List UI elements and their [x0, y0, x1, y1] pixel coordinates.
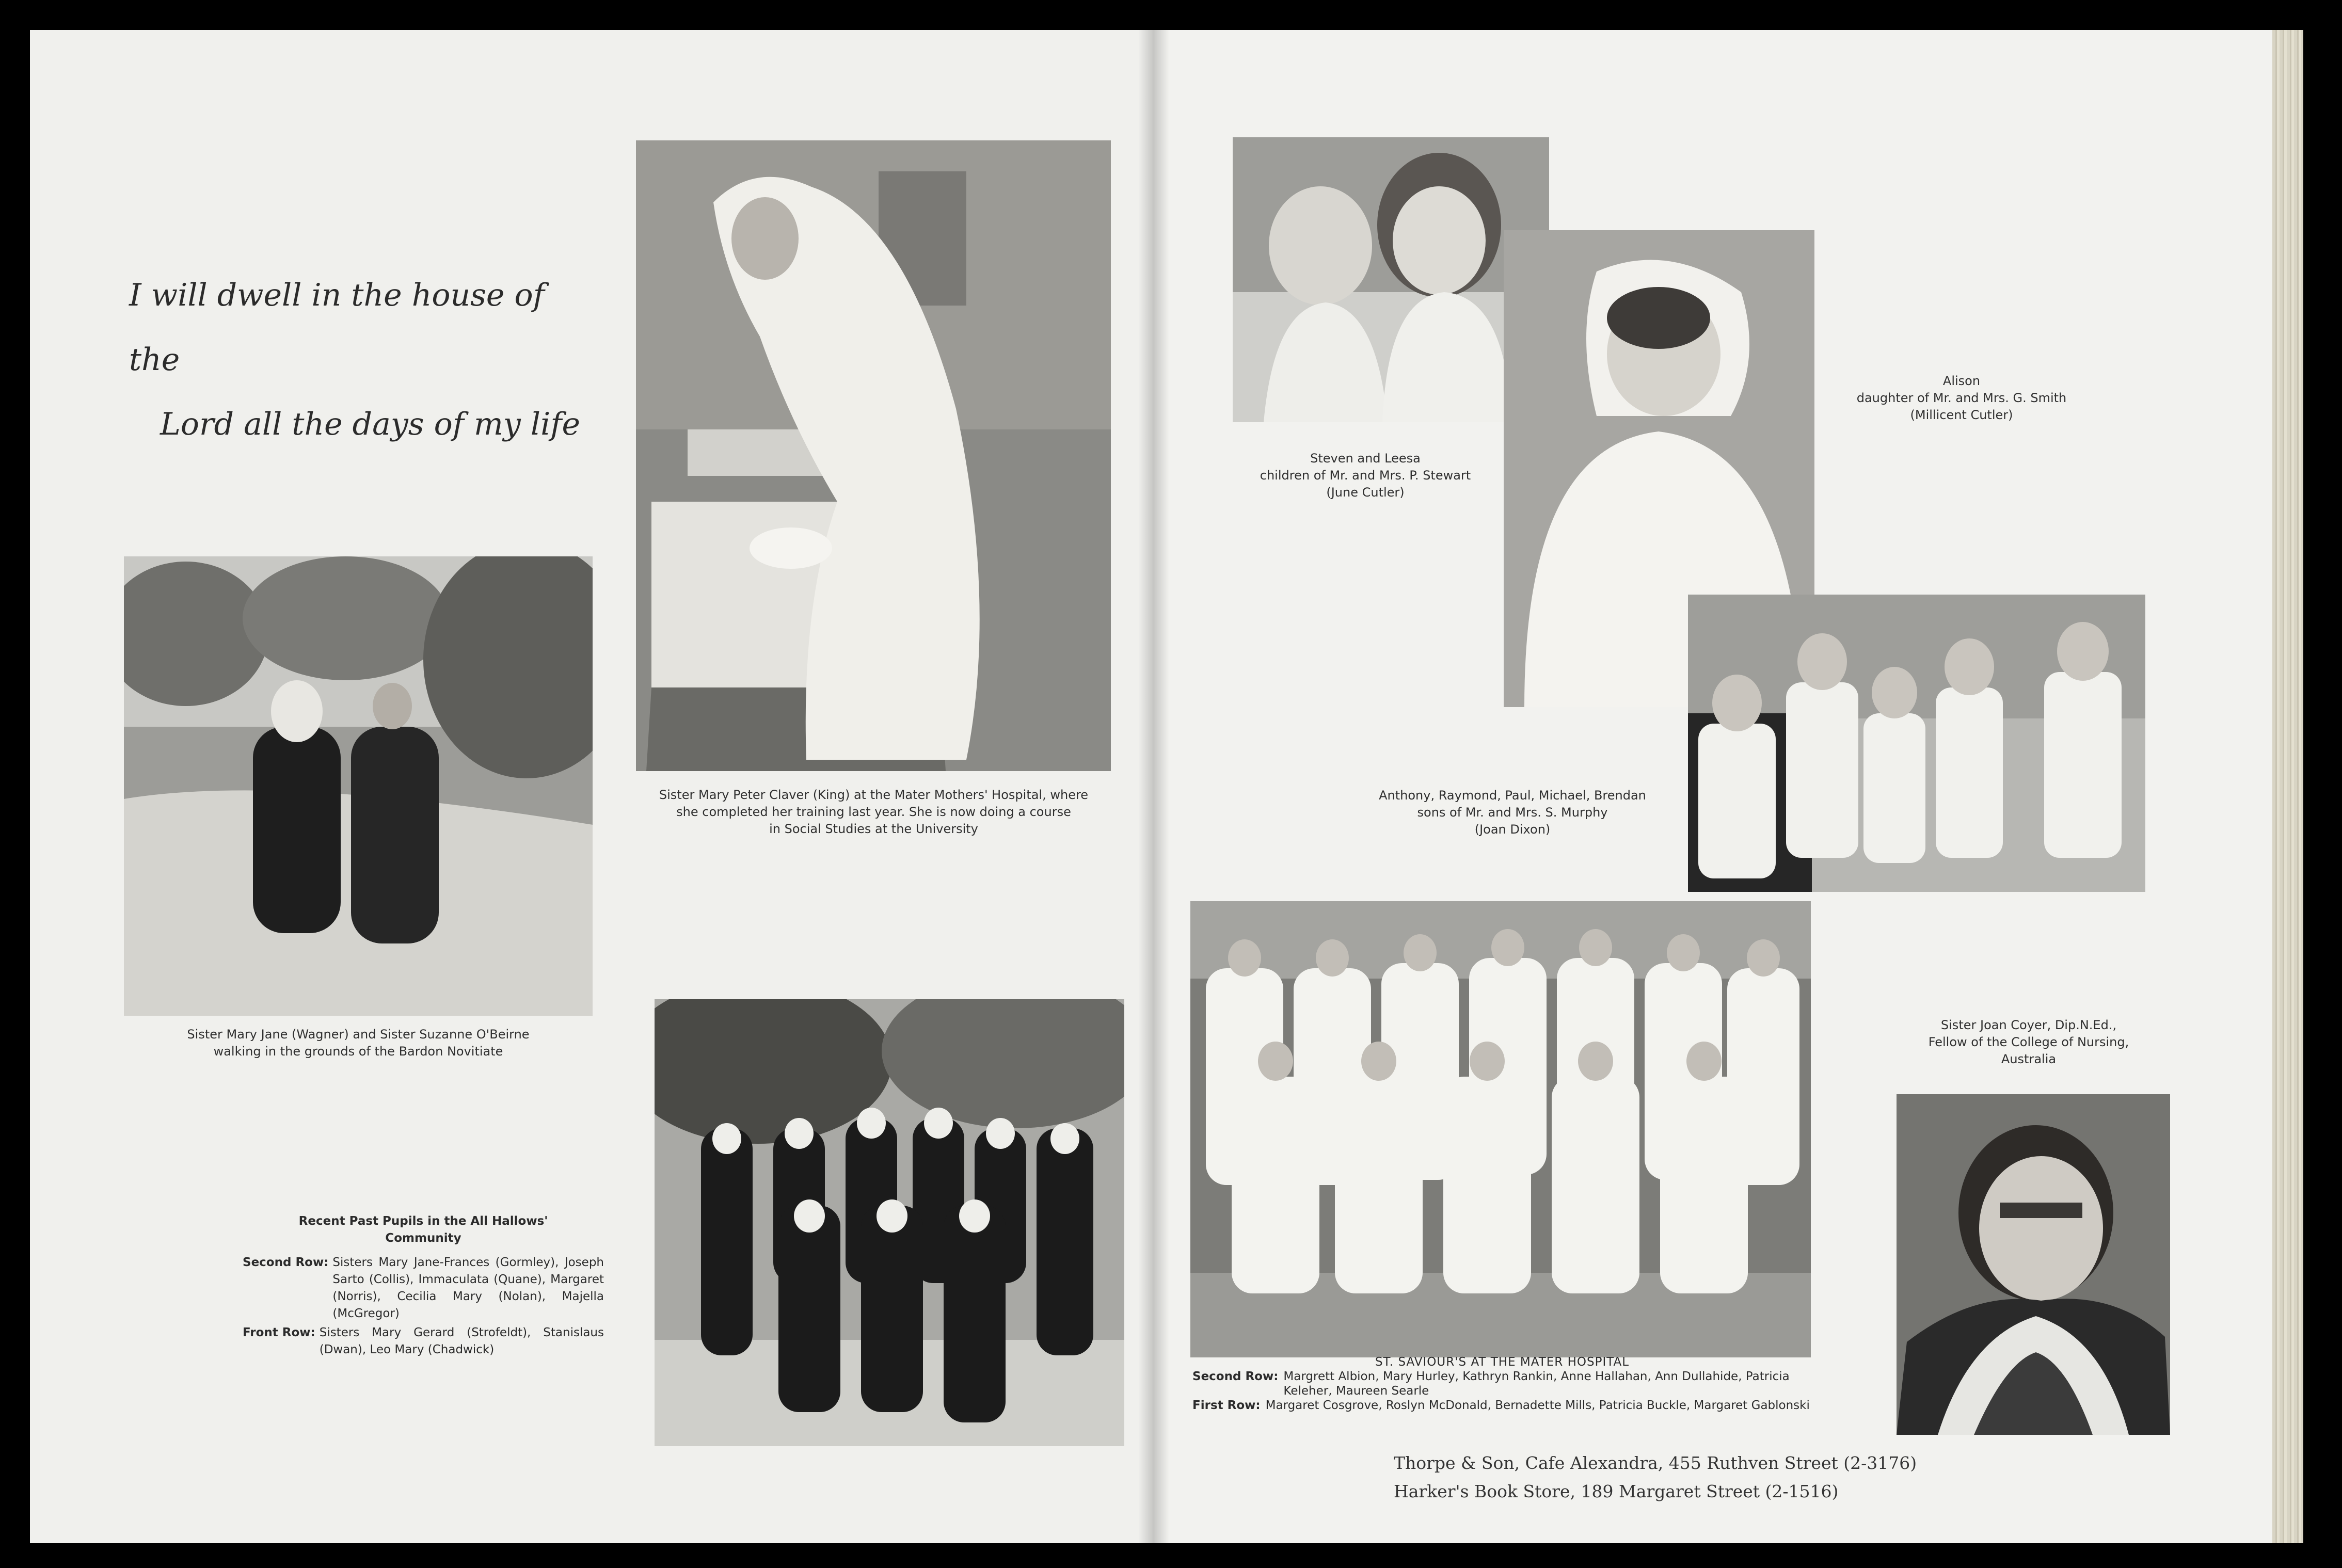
- caption-line: in Social Studies at the University: [769, 822, 978, 836]
- row-label: First Row:: [1192, 1399, 1261, 1412]
- advertisement-thorpe: Thorpe & Son, Cafe Alexandra, 455 Ruthven Street (2-3176): [1394, 1453, 1917, 1473]
- caption-murphy-boys: [1347, 787, 1678, 838]
- row-text: Margrett Albion, Mary Hurley, Kathryn Rankin, Anne Hallahan, Ann Dullahide, Patricia Keleher, Maureen Searle: [1283, 1370, 1790, 1398]
- caption-line: sons of Mr. and Mrs. S. Murphy: [1417, 805, 1608, 820]
- photo-joan-coyer: [1897, 1094, 2170, 1435]
- second-row-names: [1192, 1369, 1812, 1398]
- caption-line: she completed her training last year. She is now doing a course: [676, 805, 1071, 819]
- caption-line: walking in the grounds of the Bardon Novitiate: [213, 1044, 503, 1059]
- caption-alison: [1827, 373, 2096, 424]
- photo-past-pupils: [655, 999, 1124, 1446]
- caption-line: daughter of Mr. and Mrs. G. Smith: [1856, 391, 2067, 405]
- caption-line: (Millicent Cutler): [1910, 408, 2013, 422]
- caption-line: Fellow of the College of Nursing,: [1928, 1035, 2129, 1049]
- caption-nun-nursery: [632, 787, 1115, 838]
- caption-line: Sister Mary Jane (Wagner) and Sister Suzanne O'Beirne: [187, 1027, 530, 1042]
- caption-line: Anthony, Raymond, Paul, Michael, Brendan: [1379, 788, 1646, 803]
- motto-line-2: Lord all the days of my life: [160, 406, 580, 442]
- photo-steven-leesa: [1233, 137, 1549, 422]
- past-pupils-title: [243, 1213, 604, 1247]
- caption-line: Steven and Leesa: [1310, 451, 1421, 466]
- nurses-title: ST. SAVIOUR'S AT THE MATER HOSPITAL: [1375, 1355, 1630, 1369]
- advertisement-harkers: Harker's Book Store, 189 Margaret Street (2-1516): [1394, 1481, 1839, 1501]
- caption-line: (Joan Dixon): [1474, 822, 1551, 837]
- caption-line: Sister Joan Coyer, Dip.N.Ed.,: [1940, 1018, 2117, 1032]
- past-pupils-caption: [243, 1213, 604, 1358]
- photo-nun-nursery: [636, 140, 1111, 771]
- book-gutter: [1138, 30, 1169, 1543]
- caption-line: Alison: [1942, 374, 1981, 388]
- front-row-names: [243, 1324, 604, 1358]
- nurses-caption: [1192, 1355, 1812, 1413]
- caption-line: children of Mr. and Mrs. P. Stewart: [1260, 468, 1471, 483]
- row-label: Second Row:: [1192, 1370, 1279, 1383]
- caption-line: Sister Mary Peter Claver (King) at the Mater Mothers' Hospital, where: [659, 788, 1089, 802]
- row-text: Sisters Mary Jane-Frances (Gormley), Joseph Sarto (Collis), Immaculata (Quane), Margaret (Norris), Cecilia Mary (Nolan), Majella (McGregor): [332, 1256, 604, 1320]
- row-label: Front Row:: [243, 1326, 315, 1339]
- motto-heading: [129, 263, 594, 457]
- photo-walking-sisters: [124, 556, 593, 1016]
- row-text: Margaret Cosgrove, Roslyn McDonald, Bernadette Mills, Patricia Buckle, Margaret Gablonski: [1265, 1399, 1810, 1412]
- page-edges: [2272, 30, 2303, 1543]
- caption-joan-coyer: [1900, 1017, 2158, 1068]
- row-text: Sisters Mary Gerard (Strofeldt), Stanislaus (Dwan), Leo Mary (Chadwick): [319, 1326, 604, 1356]
- motto-line-1: I will dwell in the house of the: [129, 277, 545, 378]
- caption-steven-leesa: [1218, 450, 1512, 501]
- second-row-names: [243, 1254, 604, 1322]
- row-label: Second Row:: [243, 1256, 329, 1269]
- first-row-names: [1192, 1398, 1812, 1413]
- caption-walking-sisters: [124, 1026, 593, 1060]
- title-line: Community: [385, 1231, 461, 1245]
- caption-line: (June Cutler): [1326, 485, 1405, 500]
- caption-line: Australia: [2001, 1052, 2057, 1066]
- title-line: Recent Past Pupils in the All Hallows': [298, 1214, 548, 1228]
- photo-murphy-boys: [1688, 595, 2145, 892]
- photo-st-saviours-nurses: [1190, 901, 1811, 1357]
